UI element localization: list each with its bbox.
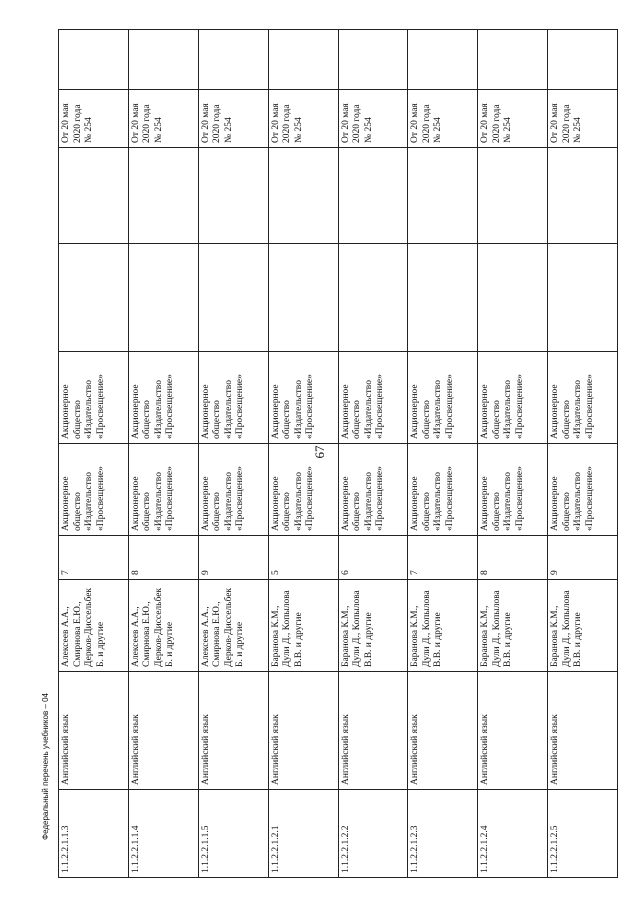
code-cell: 1.1.2.2.1.1.4: [128, 790, 198, 878]
table-row: [268, 30, 338, 878]
authors-cell: Баранова К.М., Дули Д., Копылова В.В. и другие: [268, 580, 338, 672]
table-row: [478, 30, 548, 878]
holder-cell: Акционерное общество «Издательство «Просвещение»: [408, 352, 478, 444]
authors-cell: Алексеев А.А., Смирнова Е.Ю., Дерков-Диссельбек Б. и другие: [59, 580, 129, 672]
grade-cell: 7: [408, 536, 478, 580]
publisher-cell: Акционерное общество «Издательство «Просвещение»: [478, 444, 548, 536]
empty-cell: [198, 30, 268, 90]
holder-cell: Акционерное общество «Издательство «Просвещение»: [478, 352, 548, 444]
empty-cell: [59, 148, 129, 244]
publisher-cell: Акционерное общество «Издательство «Просвещение»: [338, 444, 408, 536]
holder-cell: Акционерное общество «Издательство «Просвещение»: [338, 352, 408, 444]
table-body: [59, 30, 618, 878]
empty-cell: [338, 244, 408, 352]
holder-cell: Акционерное общество «Издательство «Просвещение»: [268, 352, 338, 444]
empty-cell: [478, 244, 548, 352]
code-cell: 1.1.2.2.1.2.5: [548, 790, 618, 878]
order-cell: От 20 мая 2020 года № 254: [408, 90, 478, 148]
subject-cell: Английский язык: [128, 672, 198, 790]
publisher-cell: Акционерное общество «Издательство «Просвещение»: [548, 444, 618, 536]
empty-cell: [408, 148, 478, 244]
empty-cell: [128, 30, 198, 90]
authors-cell: Баранова К.М., Дули Д., Копылова В.В. и другие: [478, 580, 548, 672]
code-cell: 1.1.2.2.1.2.2: [338, 790, 408, 878]
footer-note: Федеральный перечень учебников – 04: [41, 693, 50, 840]
empty-cell: [478, 148, 548, 244]
grade-cell: 9: [548, 536, 618, 580]
subject-cell: Английский язык: [338, 672, 408, 790]
publisher-cell: Акционерное общество «Издательство «Просвещение»: [408, 444, 478, 536]
empty-cell: [128, 244, 198, 352]
order-cell: От 20 мая 2020 года № 254: [268, 90, 338, 148]
authors-cell: Баранова К.М., Дули Д., Копылова В.В. и другие: [548, 580, 618, 672]
textbook-table: [58, 29, 618, 878]
order-cell: От 20 мая 2020 года № 254: [478, 90, 548, 148]
empty-cell: [338, 148, 408, 244]
authors-cell: Баранова К.М., Дули Д., Копылова В.В. и другие: [338, 580, 408, 672]
empty-cell: [548, 244, 618, 352]
empty-cell: [128, 148, 198, 244]
empty-cell: [268, 30, 338, 90]
publisher-cell: Акционерное общество «Издательство «Просвещение»: [268, 444, 338, 536]
empty-cell: [548, 148, 618, 244]
table-row: [338, 30, 408, 878]
empty-cell: [198, 148, 268, 244]
subject-cell: Английский язык: [198, 672, 268, 790]
empty-cell: [59, 30, 129, 90]
code-cell: 1.1.2.2.1.1.3: [59, 790, 129, 878]
empty-cell: [408, 244, 478, 352]
grade-cell: 6: [338, 536, 408, 580]
publisher-cell: Акционерное общество «Издательство «Просвещение»: [198, 444, 268, 536]
order-cell: От 20 мая 2020 года № 254: [198, 90, 268, 148]
page-number: 67: [312, 445, 327, 459]
authors-cell: Баранова К.М., Дули Д., Копылова В.В. и другие: [408, 580, 478, 672]
order-cell: От 20 мая 2020 года № 254: [128, 90, 198, 148]
code-cell: 1.1.2.2.1.2.4: [478, 790, 548, 878]
order-cell: От 20 мая 2020 года № 254: [338, 90, 408, 148]
publisher-cell: Акционерное общество «Издательство «Просвещение»: [59, 444, 129, 536]
grade-cell: 7: [59, 536, 129, 580]
empty-cell: [59, 244, 129, 352]
authors-cell: Алексеев А.А., Смирнова Е.Ю., Дерков-Диссельбек Б. и другие: [128, 580, 198, 672]
holder-cell: Акционерное общество «Издательство «Просвещение»: [198, 352, 268, 444]
subject-cell: Английский язык: [59, 672, 129, 790]
empty-cell: [268, 244, 338, 352]
empty-cell: [478, 30, 548, 90]
table-row: [198, 30, 268, 878]
table-row: [59, 30, 129, 878]
grade-cell: 8: [478, 536, 548, 580]
empty-cell: [198, 244, 268, 352]
empty-cell: [268, 148, 338, 244]
grade-cell: 9: [198, 536, 268, 580]
holder-cell: Акционерное общество «Издательство «Просвещение»: [548, 352, 618, 444]
code-cell: 1.1.2.2.1.2.3: [408, 790, 478, 878]
table-row: [548, 30, 618, 878]
holder-cell: Акционерное общество «Издательство «Просвещение»: [59, 352, 129, 444]
authors-cell: Алексеев А.А., Смирнова Е.Ю., Дерков-Диссельбек Б. и другие: [198, 580, 268, 672]
grade-cell: 5: [268, 536, 338, 580]
table-container: [58, 30, 618, 878]
table-row: [408, 30, 478, 878]
subject-cell: Английский язык: [268, 672, 338, 790]
order-cell: От 20 мая 2020 года № 254: [59, 90, 129, 148]
grade-cell: 8: [128, 536, 198, 580]
empty-cell: [338, 30, 408, 90]
subject-cell: Английский язык: [548, 672, 618, 790]
subject-cell: Английский язык: [478, 672, 548, 790]
empty-cell: [548, 30, 618, 90]
publisher-cell: Акционерное общество «Издательство «Просвещение»: [128, 444, 198, 536]
table-row: [128, 30, 198, 878]
empty-cell: [408, 30, 478, 90]
order-cell: От 20 мая 2020 года № 254: [548, 90, 618, 148]
code-cell: 1.1.2.2.1.1.5: [198, 790, 268, 878]
subject-cell: Английский язык: [408, 672, 478, 790]
code-cell: 1.1.2.2.1.2.1: [268, 790, 338, 878]
rotated-table: [58, 30, 618, 878]
holder-cell: Акционерное общество «Издательство «Просвещение»: [128, 352, 198, 444]
